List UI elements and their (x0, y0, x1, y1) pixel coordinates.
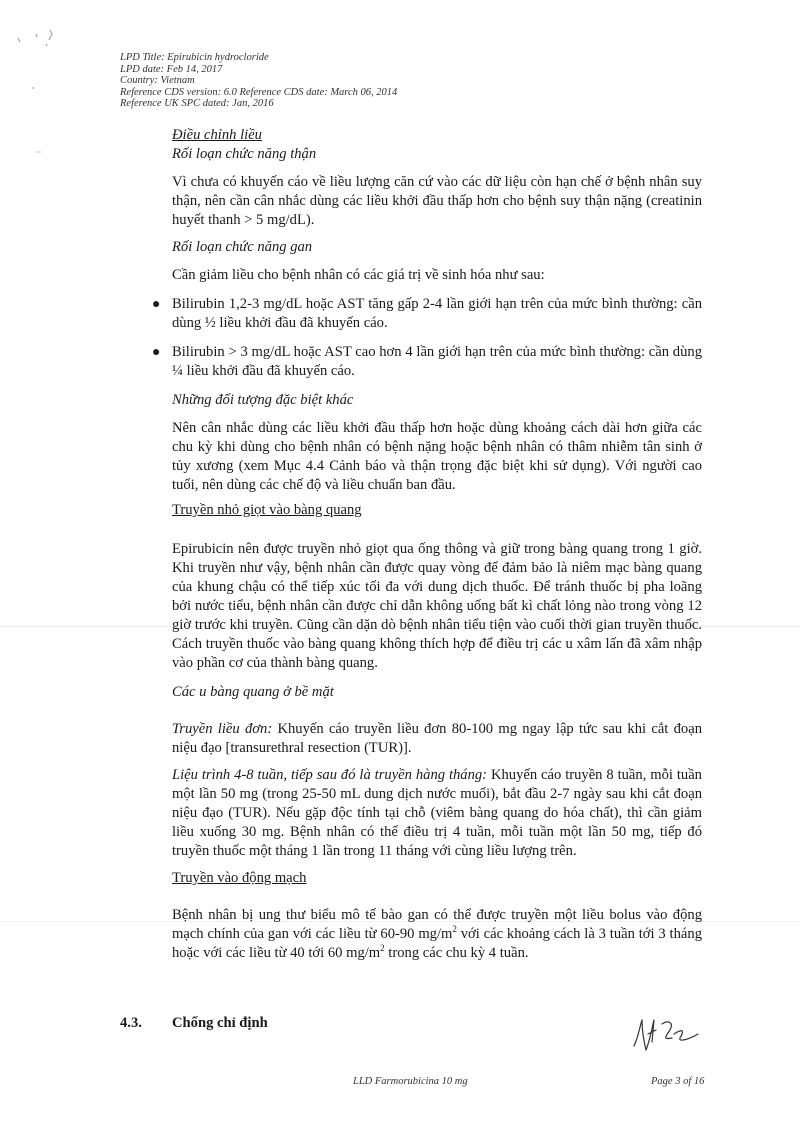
artery-text-c: trong các chu kỳ 4 tuần. (384, 945, 529, 961)
scan-marks (10, 20, 90, 180)
footer-document-name: LLD Farmorubicina 10 mg (353, 1076, 468, 1087)
heading-intravesical: Truyền nhỏ giọt vào bàng quang (172, 502, 362, 518)
list-item (152, 295, 702, 333)
subheading-renal-impairment: Rối loạn chức năng thận (172, 146, 317, 162)
course-text: Khuyến cáo truyền 8 tuần, mỗi tuần một lần 50 mg (trong 25-50 mL dung dịch nước muối), bắt đầu 2-7 ngày sau khi cắt đoạn niệu đạo (TUR). Nếu gặp độc tính tại chỗ (viêm bàng quang do hóa chất), thì cần giảm liều xuống 30 mg. Bệnh nhân có thể điều trị 4 tuần, mỗi tuần một lần 50 mg, tiếp đó truyền thuốc một tháng 1 lần trong 11 tháng với cùng liều lượng trên. (172, 767, 702, 859)
list-item (152, 343, 702, 381)
course-label: Liệu trình 4-8 tuần, tiếp sau đó là truyền hàng tháng: (172, 767, 488, 783)
subheading-superficial-bladder-tumours: Các u bàng quang ở bề mặt (172, 684, 334, 700)
superscript-2: 2 (452, 924, 457, 935)
document-header (120, 52, 397, 110)
heading-dose-adjustment: Điều chỉnh liều (172, 127, 262, 143)
header-reference-cds: Reference CDS version: 6.0 Reference CDS date: March 06, 2014 (120, 86, 398, 98)
paragraph-hepatic-intro: Cần giảm liều cho bệnh nhân có các giá trị về sinh hóa như sau: (172, 267, 545, 283)
paragraph-single-dose (172, 720, 702, 758)
handwritten-signature (628, 1012, 712, 1056)
section-number: 4.3. (120, 1015, 142, 1031)
paragraph-special-populations: Nên cân nhắc dùng các liều khởi đầu thấp hơn hoặc dùng khoảng cách dài hơn giữa các chu kỳ khi dùng cho bệnh nhân có bệnh nặng hoặc bệnh nhân có thâm nhiễm tân sinh ở tủy xương (xem Mục 4.4 Cảnh báo và thận trọng đặc biệt khi sử dụng). Với người cao tuổi, nên dùng các chế độ và liều chuẩn ban đầu. (172, 420, 702, 493)
bullet-icon: ● (152, 297, 161, 312)
list-item-text: Bilirubin > 3 mg/dL hoặc AST cao hơn 4 lần giới hạn trên của mức bình thường: cần dùng ¼ liều khởi đầu đã khuyến cáo. (172, 344, 702, 379)
header-reference-uk-spc: Reference UK SPC dated: Jan, 2016 (120, 98, 274, 109)
list-item-text: Bilirubin 1,2-3 mg/dL hoặc AST tăng gấp 2-4 lần giới hạn trên của mức bình thường: cần dùng ½ liều khởi đầu đã khuyến cáo. (172, 296, 702, 331)
section-title: Chống chỉ định (172, 1015, 268, 1031)
header-lpd-date: LPD date: Feb 14, 2017 (120, 63, 223, 75)
paragraph-renal: Vì chưa có khuyến cáo về liều lượng căn cứ vào các dữ liệu còn hạn chế ở bệnh nhân suy thận, nên cần cân nhắc dùng các liều khởi đầu thấp hơn cho bệnh suy thận nặng (creatinin huyết thanh > 5 mg/dL). (172, 174, 702, 228)
subheading-hepatic-impairment: Rối loạn chức năng gan (172, 239, 313, 255)
header-lpd-title: LPD Title: Epirubicin hydrocloride (120, 52, 269, 63)
document-body (152, 126, 702, 963)
heading-intra-arterial: Truyền vào động mạch (172, 870, 307, 886)
paragraph-intravesical: Epirubicin nên được truyền nhỏ giọt qua ống thông và giữ trong bàng quang trong 1 giờ. Khi truyền như vậy, bệnh nhân cần được quay vòng để đảm bảo là niêm mạc bàng quang của khung chậu có thể tiếp xúc tối đa với dung dịch thuốc. Để tránh thuốc bị pha loãng bởi nước tiểu, bệnh nhân cần được chỉ dẫn không uống bất kì chất lỏng nào trong vòng 12 giờ trước khi truyền. Cũng cần dặn dò bệnh nhân tiểu tiện vào cuối thời gian truyền thuốc. Cách truyền thuốc vào bàng quang không thích hợp để điều trị các u xâm lấn đã xâm nhập vào phần cơ của thành bàng quang. (172, 541, 702, 671)
subheading-special-populations: Những đối tượng đặc biệt khác (172, 392, 354, 408)
single-dose-text: Khuyến cáo truyền liều đơn 80-100 mg ngay lập tức sau khi cắt đoạn niệu đạo [transurethral resection (TUR)]. (172, 721, 702, 756)
paragraph-course (172, 766, 702, 861)
paragraph-intra-arterial (172, 906, 702, 963)
bullet-icon: ● (152, 345, 161, 360)
footer-page-number: Page 3 of 16 (651, 1076, 705, 1087)
artery-text-b: với các khoảng cách là 3 tuần tới 3 tháng hoặc với các liều từ 40 tới 60 mg/m (172, 926, 702, 961)
header-country: Country: Vietnam (120, 75, 195, 86)
hepatic-bullet-list (152, 295, 702, 381)
single-dose-label: Truyền liều đơn: (172, 721, 273, 737)
artery-text-a: Bệnh nhân bị ung thư biểu mô tế bào gan có thể được truyền một liều bolus vào động mạch chính của gan với các liều từ 60-90 mg/m (172, 907, 702, 942)
superscript-2: 2 (380, 943, 385, 954)
